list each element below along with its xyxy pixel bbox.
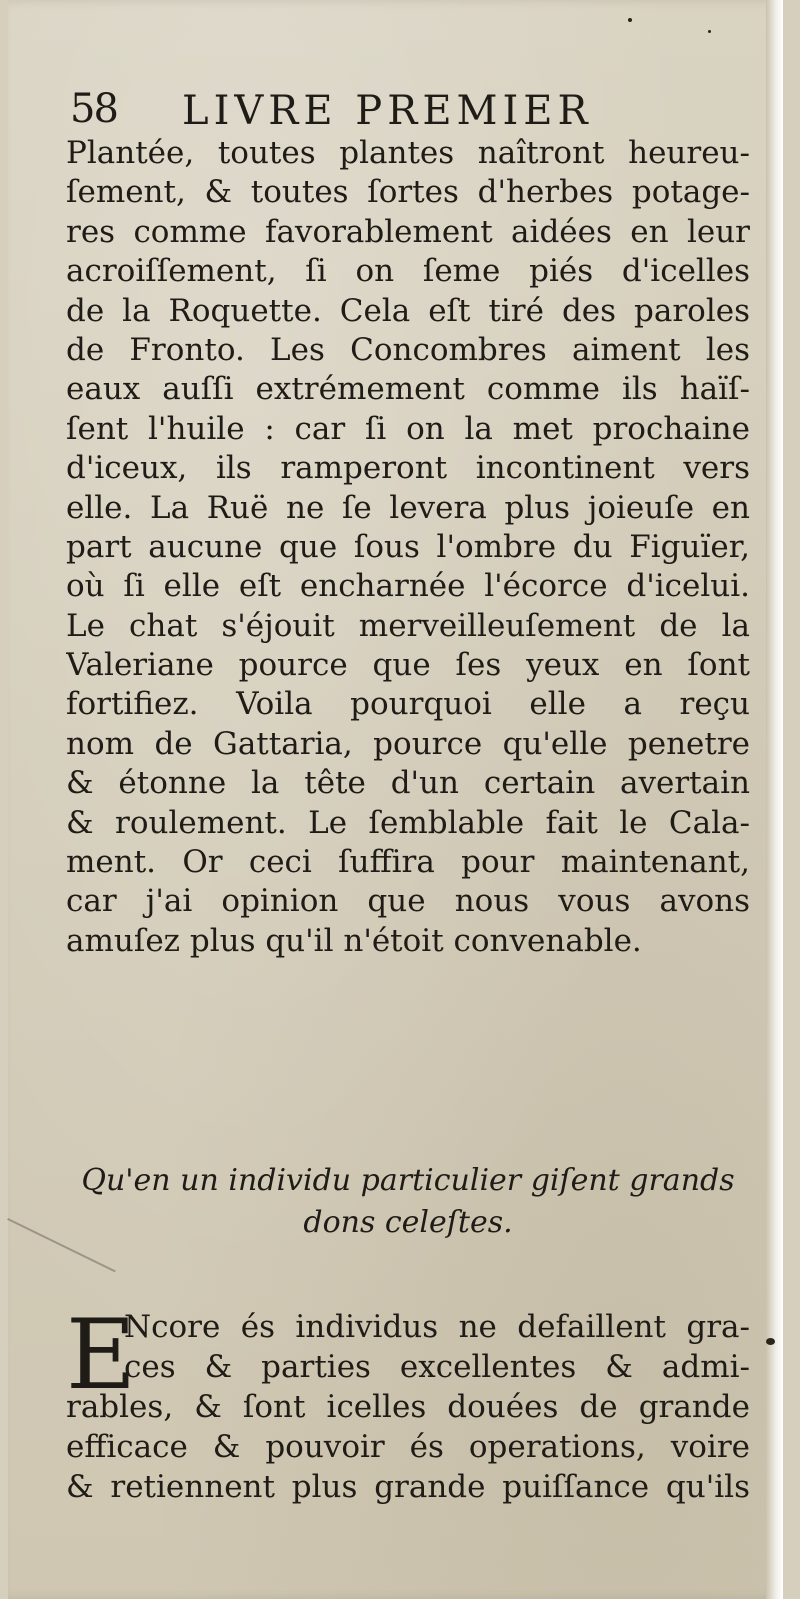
- page-header: [70, 86, 750, 136]
- text-line: & retiennent plus grande puiſſance qu'ils: [66, 1469, 750, 1505]
- drop-cap: E: [66, 1299, 137, 1411]
- text-line: & étonne la tête d'un certain avertain: [66, 765, 750, 802]
- text-line: Valeriane pource que ſes yeux en ſont: [66, 647, 750, 684]
- section-heading: [66, 1160, 750, 1244]
- text-line: ment. Or ceci ſuffira pour maintenant,: [66, 844, 750, 881]
- text-line: elle. La Ruë ne ſe levera plus joieuſe en: [66, 489, 750, 526]
- paragraph-1: [66, 134, 750, 961]
- page-edge: [766, 0, 783, 1599]
- text-line: d'iceux, ils ramperont incontinent vers: [66, 450, 750, 487]
- text-line: Plantée, toutes plantes naîtront heureu-: [66, 135, 750, 171]
- text-line: où ſi elle eſt encharnée l'écorce d'icelui.: [66, 568, 750, 605]
- text-line: de la Roquette. Cela eſt tiré des paroles: [66, 292, 750, 329]
- text-line: nom de Gattaria, pource qu'elle penetre: [66, 725, 750, 762]
- ink-speck: [628, 18, 632, 22]
- section-heading-line-2: dons celeſtes.: [303, 1205, 513, 1240]
- text-line: efficace & pouvoir és operations, voire: [66, 1429, 750, 1465]
- text-line: ces & parties excellentes & admi-: [124, 1349, 750, 1385]
- text-line: & roulement. Le ſemblable fait le Cala-: [66, 804, 750, 841]
- text-line: eaux auſſi extrémement comme ils haïſ-: [66, 371, 750, 408]
- paragraph-2: [66, 1299, 750, 1507]
- text-line: ſent l'huile : car ſi on la met prochaine: [66, 410, 750, 447]
- text-line: car j'ai opinion que nous vous avons: [66, 883, 750, 920]
- text-line: Le chat s'éjouit merveilleuſement de la: [66, 607, 750, 644]
- ink-speck: [766, 1338, 775, 1345]
- book-page: [8, 0, 783, 1599]
- page-number: 58: [70, 86, 117, 132]
- text-line: res comme favorablement aidées en leur: [66, 213, 750, 250]
- running-head: LIVRE PREMIER: [182, 88, 593, 134]
- text-line: de Fronto. Les Concombres aiment les: [66, 331, 750, 368]
- text-line: fortifiez. Voila pourquoi elle a reçu: [66, 686, 750, 723]
- text-line: rables, & ſont icelles douées de grande: [66, 1389, 750, 1425]
- text-line: ſement, & toutes ſortes d'herbes potage-: [66, 174, 750, 211]
- text-line: amuſez plus qu'il n'étoit convenable.: [66, 922, 642, 959]
- ink-speck: [708, 30, 711, 33]
- text-line: acroiſſement, ſi on ſeme piés d'icelles: [66, 253, 750, 290]
- text-line: Ncore és individus ne defaillent gra-: [124, 1309, 750, 1345]
- text-line: part aucune que ſous l'ombre du Figuïer,: [66, 528, 750, 565]
- section-heading-line-1: Qu'en un individu particulier giſent grands: [81, 1163, 735, 1198]
